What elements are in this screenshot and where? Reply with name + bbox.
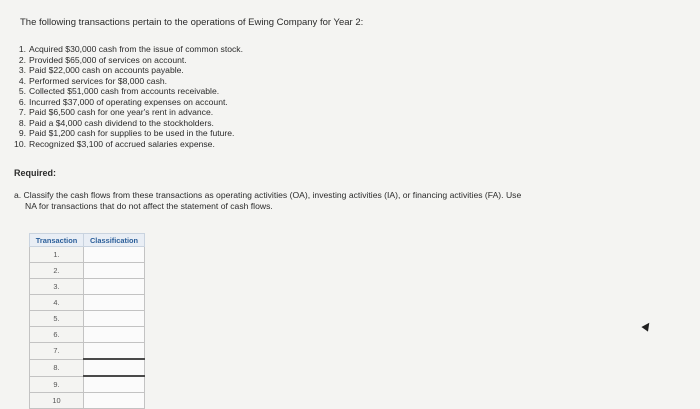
part-a-instructions bbox=[14, 190, 654, 212]
classification-table bbox=[29, 233, 145, 409]
table-row bbox=[30, 376, 145, 393]
header-transaction: Transaction bbox=[30, 234, 84, 247]
transaction-number: 1. bbox=[30, 247, 84, 263]
classification-input[interactable] bbox=[84, 327, 145, 343]
transaction-list bbox=[12, 44, 243, 149]
list-item: 2. Provided $65,000 of services on account. bbox=[18, 54, 187, 65]
table-row bbox=[30, 343, 145, 360]
list-item: 9. Paid $1,200 cash for supplies to be used in the future. bbox=[18, 128, 235, 138]
table-row bbox=[30, 263, 145, 279]
transaction-number: 3. bbox=[30, 279, 84, 295]
classification-input[interactable] bbox=[84, 247, 145, 263]
classification-input[interactable] bbox=[84, 263, 145, 279]
transaction-number: 2. bbox=[30, 263, 84, 279]
list-item: 5. Collected $51,000 cash from accounts receivable. bbox=[18, 86, 220, 96]
list-item: 1. Acquired $30,000 cash from the issue of common stock. bbox=[18, 44, 243, 54]
header-classification: Classification bbox=[84, 234, 145, 247]
classification-input[interactable] bbox=[84, 295, 145, 311]
table-row bbox=[30, 311, 145, 327]
transaction-number: 6. bbox=[30, 327, 84, 343]
classification-input[interactable] bbox=[84, 376, 145, 393]
transaction-number: 8. bbox=[30, 359, 84, 376]
list-item: 6. Incurred $37,000 of operating expenses on account. bbox=[18, 96, 228, 107]
transaction-number: 10 bbox=[30, 393, 84, 409]
list-item: 8. Paid a $4,000 cash dividend to the stockholders. bbox=[18, 117, 214, 128]
part-a-line-1: a. Classify the cash flows from these transactions as operating activities (OA), investing activities (IA), or financing activities (FA). Use bbox=[14, 190, 522, 200]
table-row bbox=[30, 393, 145, 409]
table-row bbox=[30, 295, 145, 311]
classification-input[interactable] bbox=[84, 393, 145, 409]
list-item: 4. Performed services for $8,000 cash. bbox=[18, 75, 168, 86]
classification-input[interactable] bbox=[84, 343, 145, 360]
transaction-number: 4. bbox=[30, 295, 84, 311]
part-a-line-2: NA for transactions that do not affect the statement of cash flows. bbox=[25, 201, 273, 211]
table-row bbox=[30, 247, 145, 263]
transaction-number: 5. bbox=[30, 311, 84, 327]
table-row bbox=[30, 359, 145, 376]
required-heading: Required: bbox=[14, 168, 57, 178]
classification-input[interactable] bbox=[84, 359, 145, 376]
mouse-cursor-icon bbox=[641, 320, 652, 331]
list-item: 3. Paid $22,000 cash on accounts payable. bbox=[18, 65, 184, 75]
transaction-number: 9. bbox=[30, 376, 84, 393]
table-row bbox=[30, 279, 145, 295]
list-item: 7. Paid $6,500 cash for one year's rent in advance. bbox=[18, 107, 214, 117]
classification-input[interactable] bbox=[84, 279, 145, 295]
intro-text: The following transactions pertain to the operations of Ewing Company for Year 2: bbox=[20, 17, 364, 28]
transaction-number: 7. bbox=[30, 343, 84, 360]
table-row bbox=[30, 327, 145, 343]
list-item: 10. Recognized $3,100 of accrued salaries expense. bbox=[14, 138, 215, 149]
classification-input[interactable] bbox=[84, 311, 145, 327]
